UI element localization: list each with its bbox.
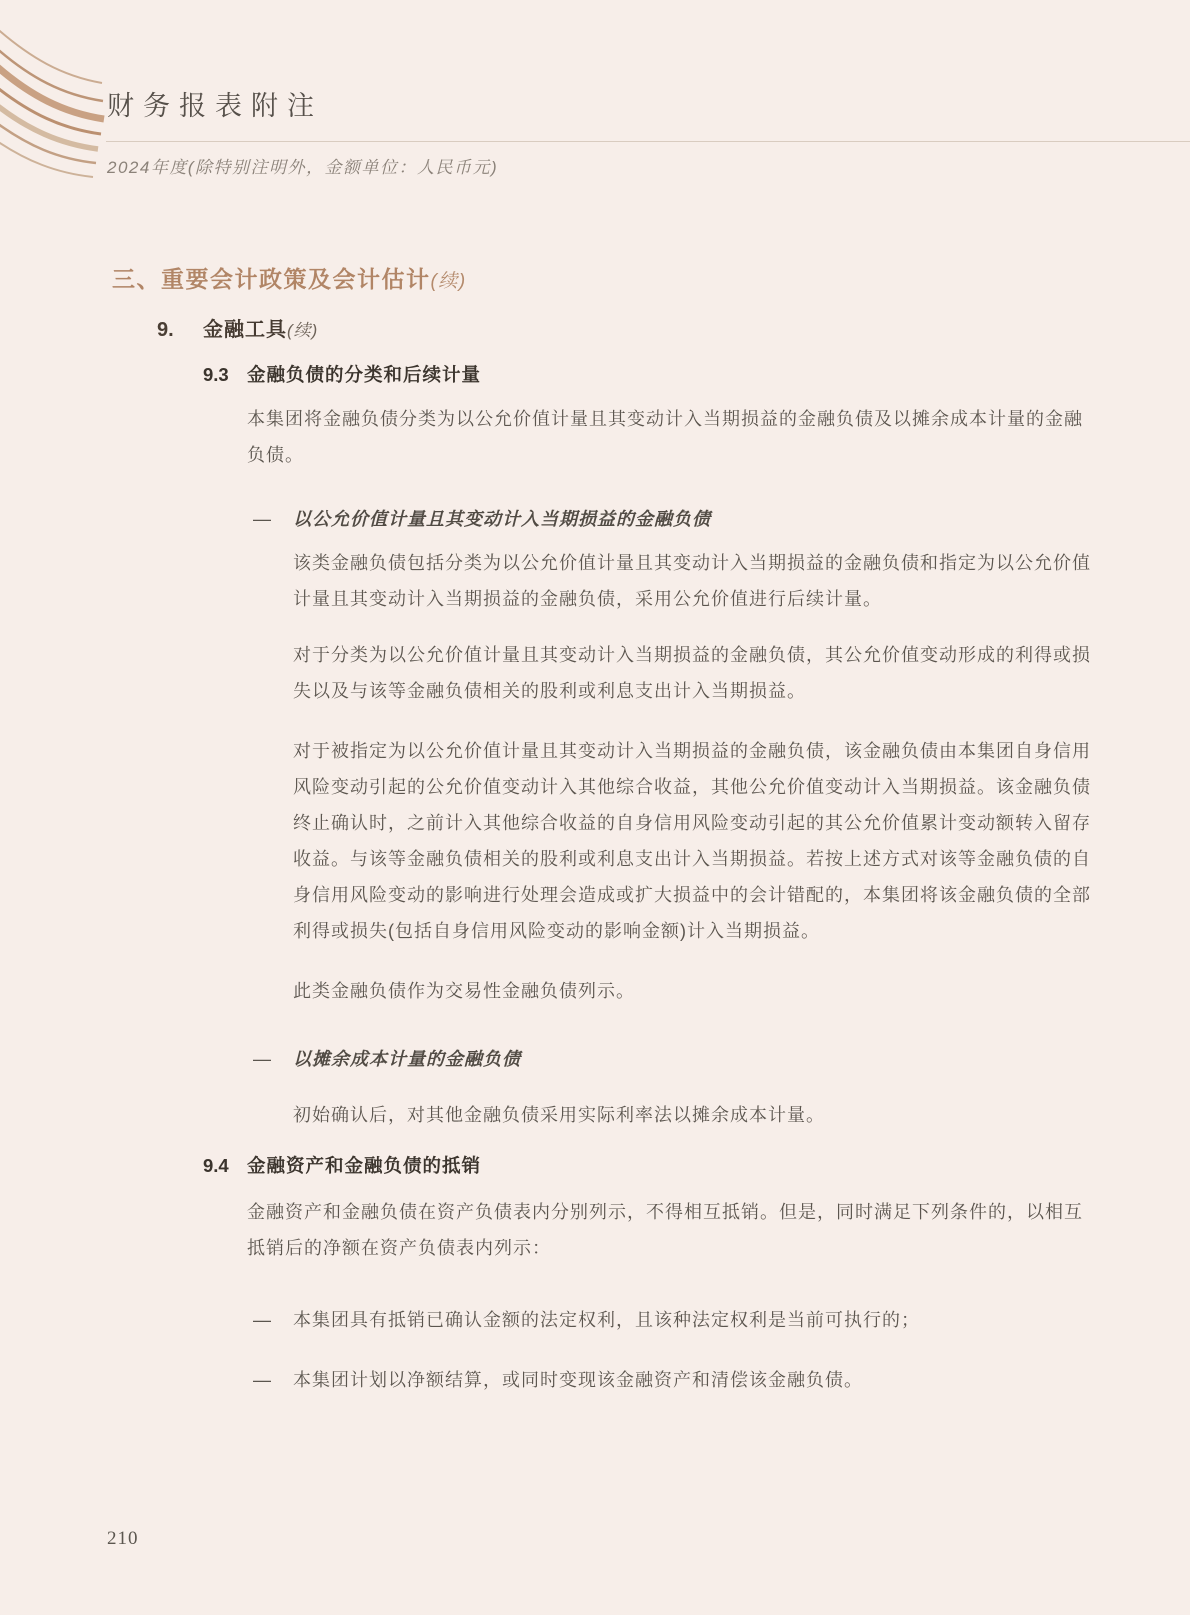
dash-item-heading: 以公允价值计量且其变动计入当期损益的金融负债: [293, 509, 711, 529]
notes-content: [112, 262, 1092, 1398]
dash-item-fvtpl: [253, 501, 1092, 1009]
subsection-9-3-number: 9.3: [203, 364, 229, 385]
paragraph: 对于分类为以公允价值计量且其变动计入当期损益的金融负债，其公允价值变动形成的利得或损失以及与该等金融负债相关的股利或利息支出计入当期损益。: [293, 645, 1091, 701]
header-divider: [106, 141, 1190, 142]
section-heading-suffix: (续): [430, 271, 467, 292]
bullet-text: 本集团具有抵销已确认金额的法定权利，且该种法定权利是当前可执行的；: [293, 1310, 920, 1330]
dash-marker: —: [253, 1370, 271, 1390]
dash-item-body: [293, 1041, 1092, 1133]
item-9-number: 9.: [157, 319, 174, 341]
section-heading: [112, 262, 1092, 299]
item-9-title-text: 金融工具: [203, 319, 287, 341]
page-title: 财务报表附注: [107, 91, 323, 121]
dash-marker: —: [253, 1310, 271, 1330]
dash-item-heading: 以摊余成本计量的金融负债: [293, 1049, 521, 1069]
bullet-text: 本集团计划以净额结算，或同时变现该金融资产和清偿该金融负债。: [293, 1370, 863, 1390]
dash-item-amortised-cost: [253, 1041, 1092, 1133]
item-9-heading: [157, 315, 1092, 346]
subsection-9-3-heading: [203, 362, 1092, 388]
paragraph: 初始确认后，对其他金融负债采用实际利率法以摊余成本计量。: [293, 1105, 825, 1125]
offset-condition-item: [253, 1362, 1092, 1398]
section-heading-title: 三、重要会计政策及会计估计: [112, 266, 431, 292]
report-period-note: 2024年度(除特别注明外，金额单位：人民币元): [107, 158, 499, 177]
page-number: 210: [107, 1528, 139, 1549]
subsection-9-4-number: 9.4: [203, 1155, 229, 1176]
paragraph: 此类金融负债作为交易性金融负债列示。: [293, 981, 635, 1001]
subsection-9-4-heading: [203, 1153, 1092, 1179]
paragraph: 对于被指定为以公允价值计量且其变动计入当期损益的金融负债，该金融负债由本集团自身信用风险变动引起的公允价值变动计入其他综合收益，其他公允价值变动计入当期损益。该金融负债终止确认时，之前计入其他综合收益的自身信用风险变动引起的其公允价值累计变动额转入留存收益。与该等金融负债相关的股利或利息支出计入当期损益。若按上述方式对该等金融负债的自身信用风险变动的影响进行处理会造成或扩大损益中的会计错配的，本集团将该金融负债的全部利得或损失(包括自身信用风险变动的影响金额)计入当期损益。: [293, 741, 1091, 941]
offset-condition-item: [253, 1302, 1092, 1338]
paragraph: 金融资产和金融负债在资产负债表内分别列示，不得相互抵销。但是，同时满足下列条件的，以相互抵销后的净额在资产负债表内列示：: [247, 1202, 1083, 1258]
item-9-suffix: (续): [287, 321, 319, 340]
dash-marker: —: [253, 509, 271, 529]
item-9-title: [203, 315, 318, 346]
subsection-9-4-title: 金融资产和金融负债的抵销: [247, 1155, 482, 1176]
dash-marker: —: [253, 1049, 271, 1069]
paragraph: 该类金融负债包括分类为以公允价值计量且其变动计入当期损益的金融负债和指定为以公允价值计量且其变动计入当期损益的金融负债，采用公允价值进行后续计量。: [293, 553, 1091, 609]
subsection-9-3-title: 金融负债的分类和后续计量: [247, 364, 482, 385]
dash-item-body: [293, 501, 1092, 1009]
paragraph: 本集团将金融负债分类为以公允价值计量且其变动计入当期损益的金融负债及以摊余成本计量的金融负债。: [247, 409, 1083, 465]
